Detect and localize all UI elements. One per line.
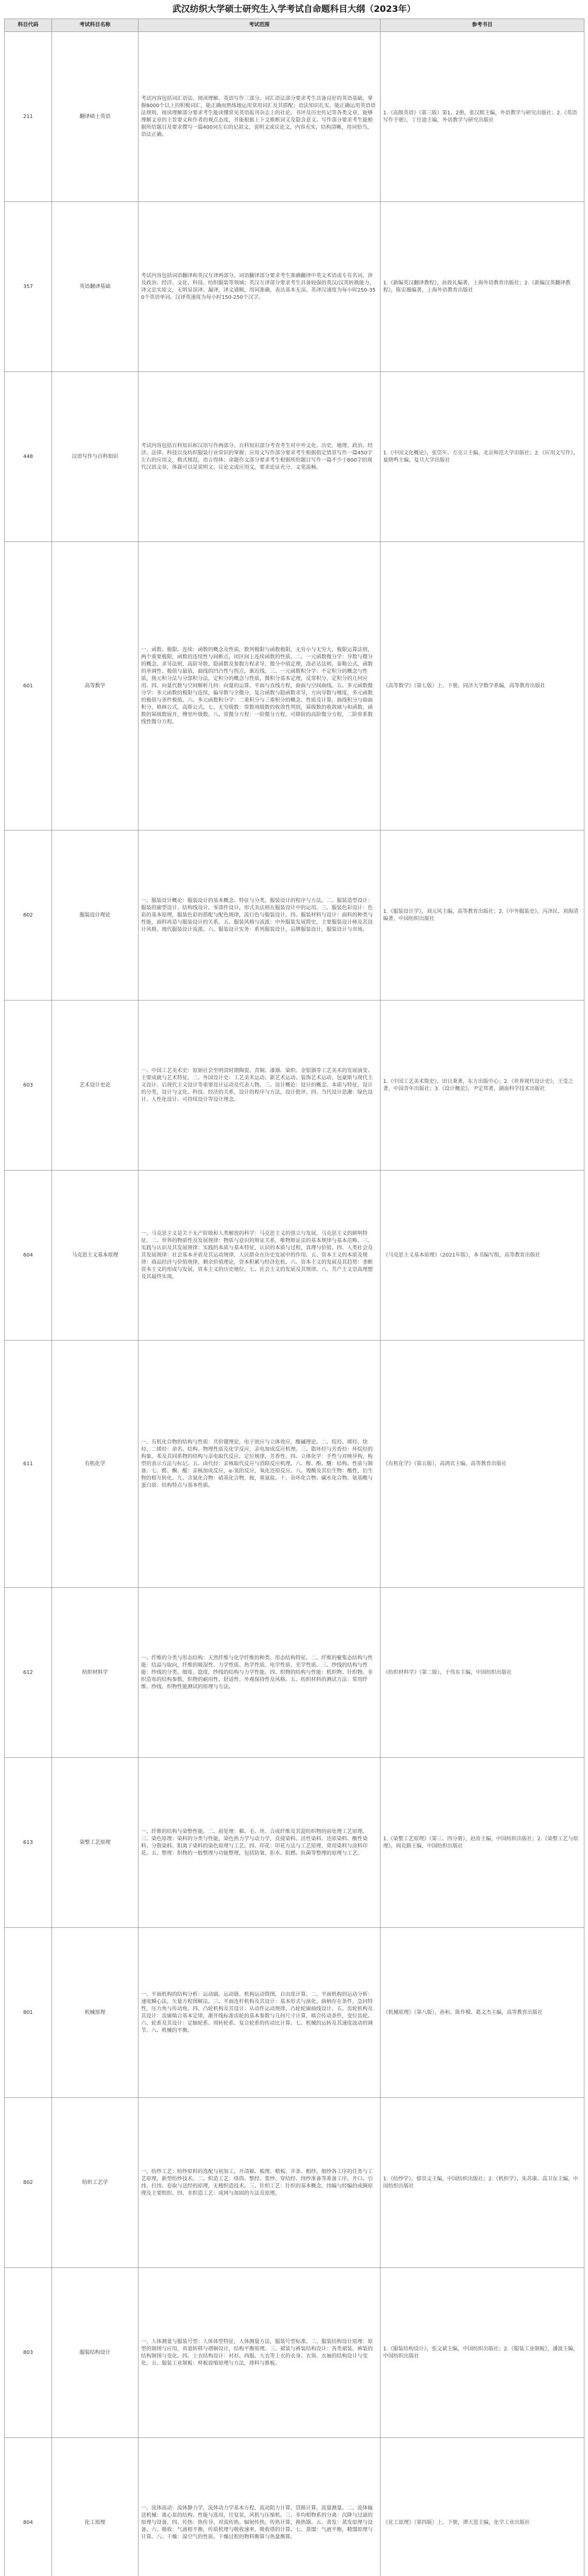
table-row [5,1928,584,2098]
cell-name: 马克思主义基本原理 [52,1171,139,1341]
cell-name: 染整工艺原理 [52,1758,139,1928]
cell-name: 翻译硕士英语 [52,32,139,202]
cell-code: 802 [5,2098,52,2268]
header-code: 科目代码 [5,19,52,32]
cell-scope: 考试内容包括词汇语法、阅读理解、英语写作三部分。词汇语法部分要求考生具备良好的英语基础，掌握8000个以上的积极词汇，能正确而熟练地运用常用词汇及其搭配；语法知识扎实，能正确运用英语语法规则。阅读理解部分要求考生能读懂常见英语报刊杂志上的社论、书评及历史传记等各类文章，能够理解文章的主旨要义和作者的观点态度，并能根据上下文推断词义及隐含意义。写作部分要求考生能根据所给题目及要求撰写一篇400词左右的记叙文、说明文或议论文，内容充实，结构清晰，用词恰当，语法正确。 [139,32,381,202]
cell-name: 机械原理 [52,1928,139,2098]
table-row [5,1171,584,1341]
cell-scope: 一、纺纱工艺：纺纱原料的选配与初加工，开清棉、梳理、精梳、并条、粗纱、细纱各工序的任务与工艺原理，新型纺纱技术。二、织造工艺：络筒、整经、浆纱、穿结经、纬纱准备等准备工序，开口、引纬、打纬、卷取与送经的原理，无梭织造技术。三、针织工艺：针织的基本概念，纬编与经编的成圈原理及主要组织。四、非织造工艺：成网与加固的方法及原理。 [139,2098,381,2268]
cell-name: 纺织材料学 [52,1588,139,1758]
cell-scope: 考试内容包括词语翻译和英汉互译两部分。词语翻译部分要求考生准确翻译中英文术语或专有名词，涉及政治、经济、文化、科技、纺织服装等领域；英汉互译部分要求考生具备较强的英汉/汉英转换能力，译文忠实原文，无明显误译、漏译，译文通顺，用词准确，表达基本无误。英译汉速度为每小时250-350个英语单词，汉译英速度为每小时150-250个汉字。 [139,202,381,372]
cell-name: 化工原理 [52,2438,139,2576]
table-row [5,202,584,372]
cell-code: 803 [5,2268,52,2438]
cell-books: 《马克思主义基本原理》（2021年版），本书编写组，高等教育出版社 [381,1171,584,1341]
cell-name: 有机化学 [52,1341,139,1588]
cell-code: 602 [5,831,52,1001]
cell-scope: 一、纤维的结构与染整性能。二、前处理：棉、毛、丝、合成纤维及其混纺织物的前处理工艺原理。三、染色原理：染料的分类与性能，染色热力学与动力学，直接染料、活性染料、还原染料、酸性染料、分散染料、阳离子染料的染色原理与工艺。四、印花：印花方法与工艺原理，常用染料与涂料印花。五、整理：织物的一般整理与功能整理，包括防皱、拒水、阻燃、抗菌等整理的原理与工艺。 [139,1758,381,1928]
cell-books: 1.《高级英语》（第三版）第1、2册，张汉熙主编，外语教学与研究出版社；2.《英语写作手册》，丁往道主编，外语教学与研究出版社 [381,32,584,202]
header-name: 考试科目名称 [52,19,139,32]
cell-scope: 一、平面机构的结构分析：运动副、运动链、机构运动简图，自由度计算。二、平面机构的运动分析：速度瞬心法，矢量方程图解法。三、平面连杆机构及其设计：基本形式与演化，曲柄存在条件，急回特性，压力角与传动角。四、凸轮机构及其设计：从动件运动规律，凸轮轮廓曲线设计。五、齿轮机构及其设计：齿廓啮合基本定律，渐开线标准齿轮的基本参数与几何尺寸计算，啮合传动条件，变位齿轮。六、轮系及其设计：定轴轮系、周转轮系、复合轮系的传动比计算。七、机械的运转及其速度波动的调节。八、机械的平衡。 [139,1928,381,2098]
table-row [5,1588,584,1758]
table-row [5,1001,584,1171]
cell-books: 《有机化学》（第五版），高鸿宾主编，高等教育出版社 [381,1341,584,1588]
cell-scope: 一、马克思主义是关于无产阶级和人类解放的科学：马克思主义的创立与发展，马克思主义的鲜明特征。二、世界的物质性及发展规律：物质与意识的辩证关系，唯物辩证法的基本规律与基本范畴。三、实践与认识及其发展规律：实践的本质与基本特征，认识的本质与过程，真理与价值。四、人类社会及其发展规律：社会基本矛盾及其运动规律，人民群众在历史发展中的作用。五、资本主义的本质及规律：商品经济与价值规律，剩余价值理论，资本积累与经济危机。六、资本主义的发展及其趋势：垄断资本主义的形成与发展，资本主义的历史地位。七、社会主义的发展及其规律。八、共产主义崇高理想及其最终实现。 [139,1171,381,1341]
cell-name: 高等数学 [52,542,139,831]
cell-code: 604 [5,1171,52,1341]
cell-code: 448 [5,372,52,542]
cell-books: 1.《新编英汉翻译教程》，孙致礼编著，上海外语教育出版社；2.《新编汉英翻译教程》，陈宏薇编著，上海外语教育出版社 [381,202,584,372]
cell-scope: 一、中国工艺美术史：原始社会至明清时期陶瓷、青铜、漆器、染织、金银器等工艺美术的发展演变、主要成就与艺术特征。二、外国设计史：工艺美术运动、新艺术运动、装饰艺术运动、包豪斯与现代主义设计、后现代主义设计等重要设计运动及代表人物。三、设计概论：设计的概念、本质与特征，设计的分类，设计与文化、科技、经济的关系，设计的程序与方法，设计批评。四、当代设计思潮：绿色设计、人性化设计、可持续设计等设计理念。 [139,1001,381,1171]
table-row [5,372,584,542]
cell-scope: 一、有机化合物的结构与性质：共价键理论，电子效应与立体效应，酸碱理论。二、烷烃、烯烃、炔烃、二烯烃：命名、结构、物理性质及化学反应，亲电加成反应机理。三、脂环烃与芳香烃：环烷烃的构象，苯及其同系物的结构与亲电取代反应，定位规律，芳香性。四、立体化学：手性与对映异构，构型的表示方法与标记。五、卤代烃：亲核取代反应与消除反应机理。六、醇、酚、醚：结构、性质与制备。七、醛、酮、醌：亲核加成反应，α-氢的反应，氧化还原反应。八、羧酸及其衍生物：酸性，衍生物的相互转化。九、含氮化合物：硝基化合物，胺，重氮盐。十、杂环化合物、碳水化合物、氨基酸与蛋白质：结构特点与基本性质。 [139,1341,381,1588]
table-row [5,542,584,831]
cell-name: 汉语写作与百科知识 [52,372,139,542]
cell-code: 611 [5,1341,52,1588]
cell-name: 服装设计理论 [52,831,139,1001]
exam-table [4,19,584,2576]
cell-code: 601 [5,542,52,831]
table-row [5,32,584,202]
cell-code: 211 [5,32,52,202]
cell-code: 612 [5,1588,52,1758]
cell-code: 357 [5,202,52,372]
cell-books: 1.《染整工艺原理》（第三、四分册），赵涛主编，中国纺织出版社；2.《染整工艺与原理》，阎克路主编，中国纺织出版社 [381,1758,584,1928]
cell-name: 艺术设计史论 [52,1001,139,1171]
cell-name: 纺织工艺学 [52,2098,139,2268]
cell-books: 1.《服装结构设计》，张文斌主编，中国纺织出版社；2.《服装工业制板》，潘波主编，中国纺织出版社 [381,2268,584,2438]
cell-code: 613 [5,1758,52,1928]
header-scope: 考试范围 [139,19,381,32]
cell-books: 《高等数学》（第七版）上、下册，同济大学数学系编，高等教育出版社 [381,542,584,831]
cell-scope: 一、流体流动：流体静力学，流体动力学基本方程，流动阻力计算，管路计算，流量测量。二、流体输送机械：离心泵的结构、性能与选用，往复泵，风机与压缩机。三、非均相物系的分离：沉降与过滤的原理与设备。四、传热：热传导、对流传热、辐射传热，传热计算，换热器。五、蒸发：蒸发原理与设备。六、吸收：气液相平衡，传质机理与吸收速率，吸收塔的计算。七、蒸馏：气液平衡，精馏原理与计算。八、干燥：湿空气的性质，干燥过程的物料衡算与热量衡算。 [139,2438,381,2576]
table-row [5,831,584,1001]
cell-name: 英语翻译基础 [52,202,139,372]
cell-scope: 一、纤维的分类与形态结构：天然纤维与化学纤维的种类、形态结构特征。二、纤维的聚集态结构与性能：结晶与取向，纤维的吸湿性、力学性质、热学性质、电学性质、光学性质。三、纱线的结构与性能：纱线的分类、细度、捻度，纱线的结构与力学性能。四、织物的结构与性能：机织物、针织物、非织造布的结构参数，织物的耐用性、舒适性、外观保持性及风格。五、纺织材料的测试方法：常用纤维、纱线、织物性能测试的原理与方法。 [139,1588,381,1758]
table-body [5,32,584,2576]
cell-books: 1.《中国文化概论》，张岱年、方克立主编，北京师范大学出版社；2.《应用文写作》，夏晓鸣主编，复旦大学出版社 [381,372,584,542]
table-header-row [5,19,584,32]
cell-code: 801 [5,1928,52,2098]
cell-code: 804 [5,2438,52,2576]
cell-scope: 考试内容包括百科知识和汉语写作两部分。百科知识部分考查考生对中外文化、历史、地理、政治、经济、法律、科技以及纺织服装行业常识的掌握；应用文写作部分要求考生根据指定情景写作一篇450字左右的应用文，格式规范，语言得体；命题作文部分要求考生根据所给题目写作一篇不少于800字的现代汉语文章，体裁可以是说明文、议论文或应用文，要求论证充分，文笔流畅。 [139,372,381,542]
table-row [5,2438,584,2576]
cell-books: 1.《纺纱学》，郁崇文主编，中国纺织出版社；2.《机织学》，朱苏康、高卫东主编，中国纺织出版社 [381,2098,584,2268]
table-row [5,2268,584,2438]
table-row [5,2098,584,2268]
cell-scope: 一、人体测量与服装号型：人体体型特征，人体测量方法，服装号型标准。二、服装结构设计原理：原型的制图与应用，省道转移与褶裥设计，结构平衡原理。三、裙装与裤装结构设计：各类裙装、裤装的结构制图与变化。四、上衣结构设计：衬衫、西服、大衣等上衣的衣身、衣领、衣袖的结构设计与变化。五、服装工业制板：样板放缩原理与方法，排料与推板。 [139,2268,381,2438]
cell-scope: 一、函数、极限、连续：函数的概念及性质，数列极限与函数极限，无穷小与无穷大，极限运算法则，两个重要极限，函数的连续性与间断点，闭区间上连续函数的性质。二、一元函数微分学：导数与微分的概念，求导法则，高阶导数，隐函数及参数方程求导，微分中值定理，洛必达法则，泰勒公式，函数的单调性、极值与最值，曲线的凹凸性与拐点，渐近线。三、一元函数积分学：不定积分的概念与性质，换元积分法与分部积分法，定积分的概念与性质，微积分基本定理，反常积分，定积分的几何应用。四、向量代数与空间解析几何：向量的运算，平面与直线方程，曲面与空间曲线。五、多元函数微分学：多元函数的极限与连续，偏导数与全微分，复合函数与隐函数求导，方向导数与梯度，多元函数的极值与条件极值。六、多元函数积分学：二重积分与三重积分的概念、性质及计算，曲线积分与曲面积分，格林公式，高斯公式。七、无穷级数：常数项级数的收敛性判别，幂级数的收敛域与和函数，函数的幂级数展开，傅里叶级数。八、常微分方程：一阶微分方程，可降阶的高阶微分方程，二阶常系数线性微分方程。 [139,542,381,831]
cell-scope: 一、服装设计概论：服装设计的基本概念、特征与分类，服装设计的程序与方法。二、服装造型设计：服装的廓型设计、结构线设计、零部件设计，形式美法则在服装设计中的运用。三、服装色彩设计：色彩的基本原理，服装色彩的搭配与配色规律，流行色与服装设计。四、服装材料与设计：面料的种类与性能，面料再造与服装设计的关系。五、服装风格与流派：中外服装发展简史，主要服装设计师及其设计风格，现代服装设计流派。六、服装设计实务：系列服装设计，品牌服装设计，服装设计与市场。 [139,831,381,1001]
table-row [5,1341,584,1588]
cell-books: 《化工原理》（第四版）上、下册，谭天恩主编，化学工业出版社 [381,2438,584,2576]
header-books: 参考书目 [381,19,584,32]
cell-books: 《机械原理》（第八版），孙桓、陈作模、葛文杰主编，高等教育出版社 [381,1928,584,2098]
document-sheet [4,0,584,2576]
cell-code: 603 [5,1001,52,1171]
cell-name: 服装结构设计 [52,2268,139,2438]
document-title: 武汉纺织大学硕士研究生入学考试自命题科目大纲（2023年） [172,4,416,14]
cell-books: 1.《中国工艺美术简史》，田自秉著，东方出版中心；2.《世界现代设计史》，王受之著，中国青年出版社；3.《设计概论》，尹定邦著，湖南科学技术出版社 [381,1001,584,1171]
cell-books: 《纺织材料学》（第二版），于伟东主编，中国纺织出版社 [381,1588,584,1758]
table-row [5,1758,584,1928]
cell-books: 1.《服装设计学》，刘元风主编，高等教育出版社；2.《中外服装史》，冯泽民、刘海清编著，中国纺织出版社 [381,831,584,1001]
